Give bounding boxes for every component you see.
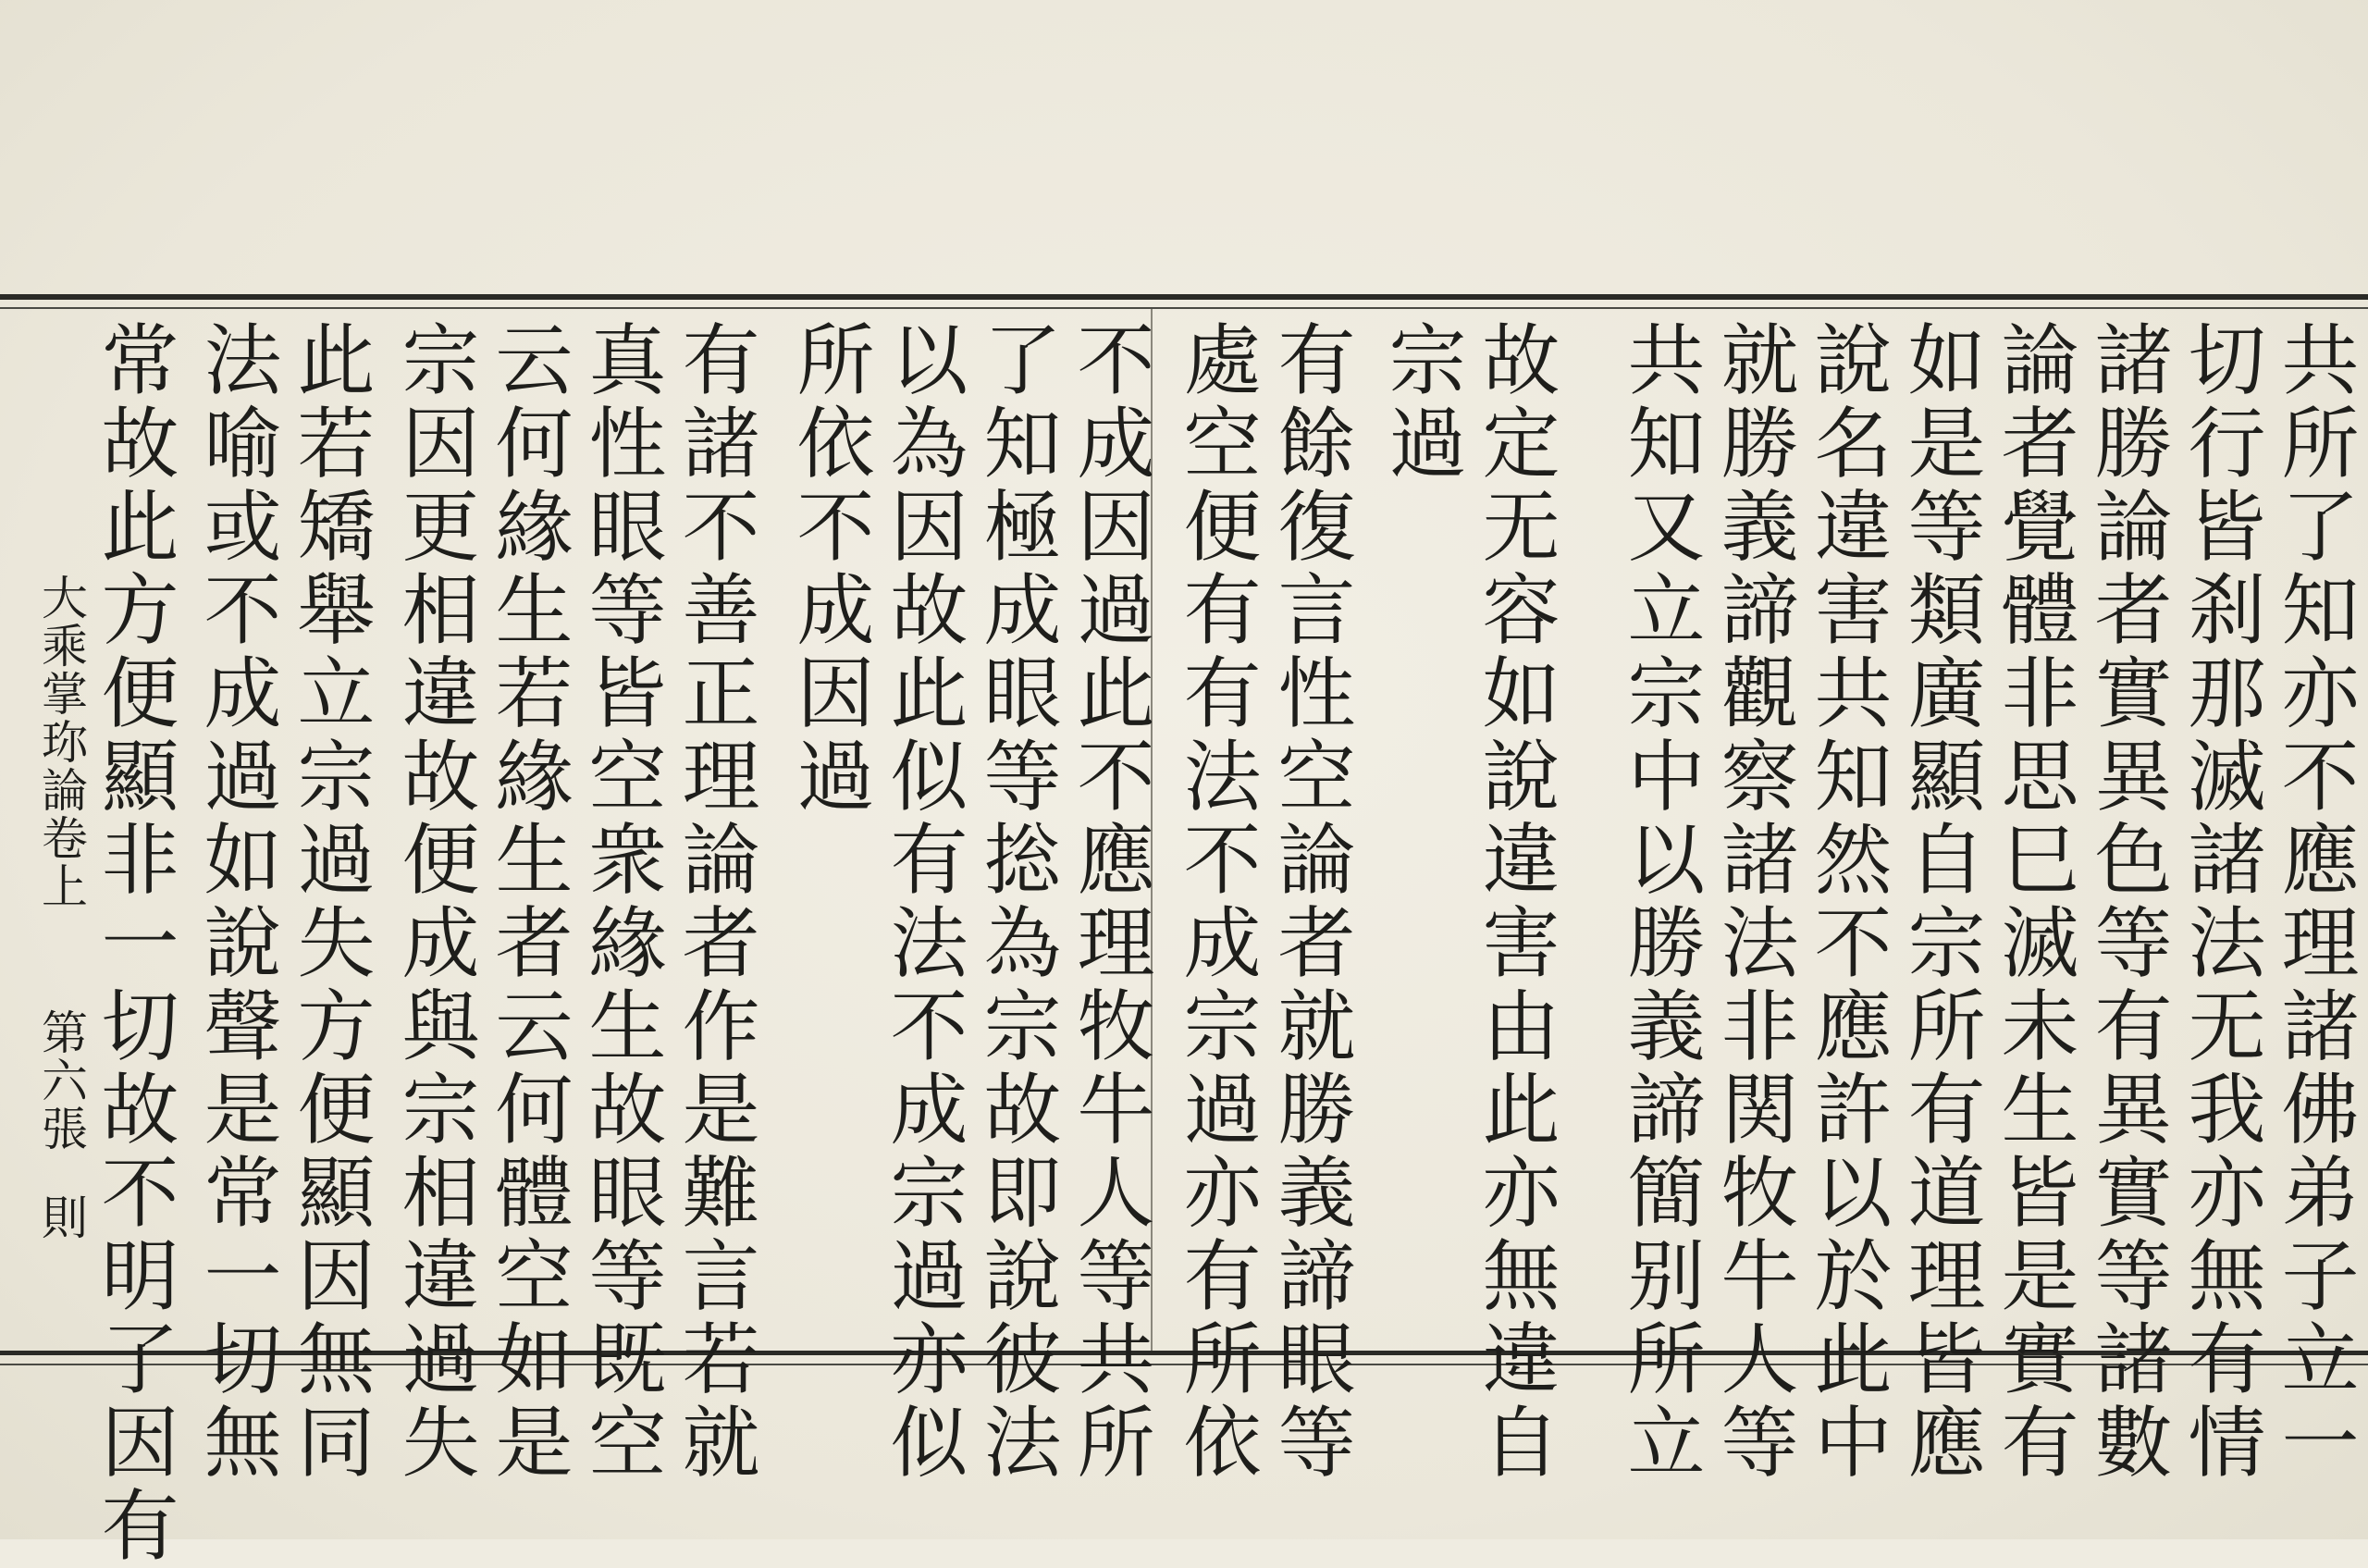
text-column: 共所了知亦不應理諸佛弟子立一 <box>2269 319 2360 1485</box>
text-column: 諸勝論者實異色等有異實等諸數 <box>2082 319 2173 1485</box>
text-column: 云何緣生若緣生者云何體空如是 <box>483 319 574 1485</box>
text-column: 有諸不善正理論者作是難言若就 <box>670 319 760 1485</box>
text-column: 處空便有有法不成宗過亦有所依 <box>1171 319 1262 1485</box>
text-column: 如是等類廣顯自宗所有道理皆應 <box>1895 319 1986 1485</box>
carver-mark: 則 <box>34 1193 88 1241</box>
sheet-number: 第六張 <box>34 1008 88 1153</box>
text-column: 論者覺體非思巳滅未生皆是實有 <box>1989 319 2079 1485</box>
text-column: 以為因故此似有法不成宗過亦似 <box>878 319 968 1485</box>
text-column: 所依不成因過 <box>784 319 875 819</box>
frame-top-inner-border <box>0 307 2368 309</box>
text-column: 宗過 <box>1376 319 1467 486</box>
text-column: 就勝義諦觀察諸法非関牧牛人等 <box>1708 319 1799 1485</box>
text-column: 有餘復言性空論者就勝義諦眼等 <box>1265 319 1356 1485</box>
text-column: 說名違害共知然不應許以於此中 <box>1802 319 1893 1485</box>
text-column: 法喻或不成過如說聲是常一切無 <box>191 319 282 1485</box>
scroll-title: 大乘掌珎論卷上 <box>34 574 88 910</box>
text-column: 故定无容如說違害由此亦無違自 <box>1470 319 1560 1485</box>
text-column: 宗因更相違故便成與宗相違過失 <box>389 319 480 1485</box>
text-column: 常故此方便顯非一切故不明了因有 <box>89 319 179 1568</box>
text-column: 共知又立宗中以勝義諦簡别所立 <box>1615 319 1706 1485</box>
text-column: 不成因過此不應理牧牛人等共所 <box>1065 319 1155 1485</box>
text-column: 了知極成眼等捴為宗故即說彼法 <box>971 319 1062 1485</box>
text-column: 此若矯舉立宗過失方便顯因無同 <box>285 319 376 1485</box>
text-column: 切行皆刹那滅諸法无我亦無有情 <box>2176 319 2266 1485</box>
frame-top-border <box>0 294 2368 300</box>
text-column: 真性眼等皆空衆緣生故眼等既空 <box>576 319 667 1485</box>
